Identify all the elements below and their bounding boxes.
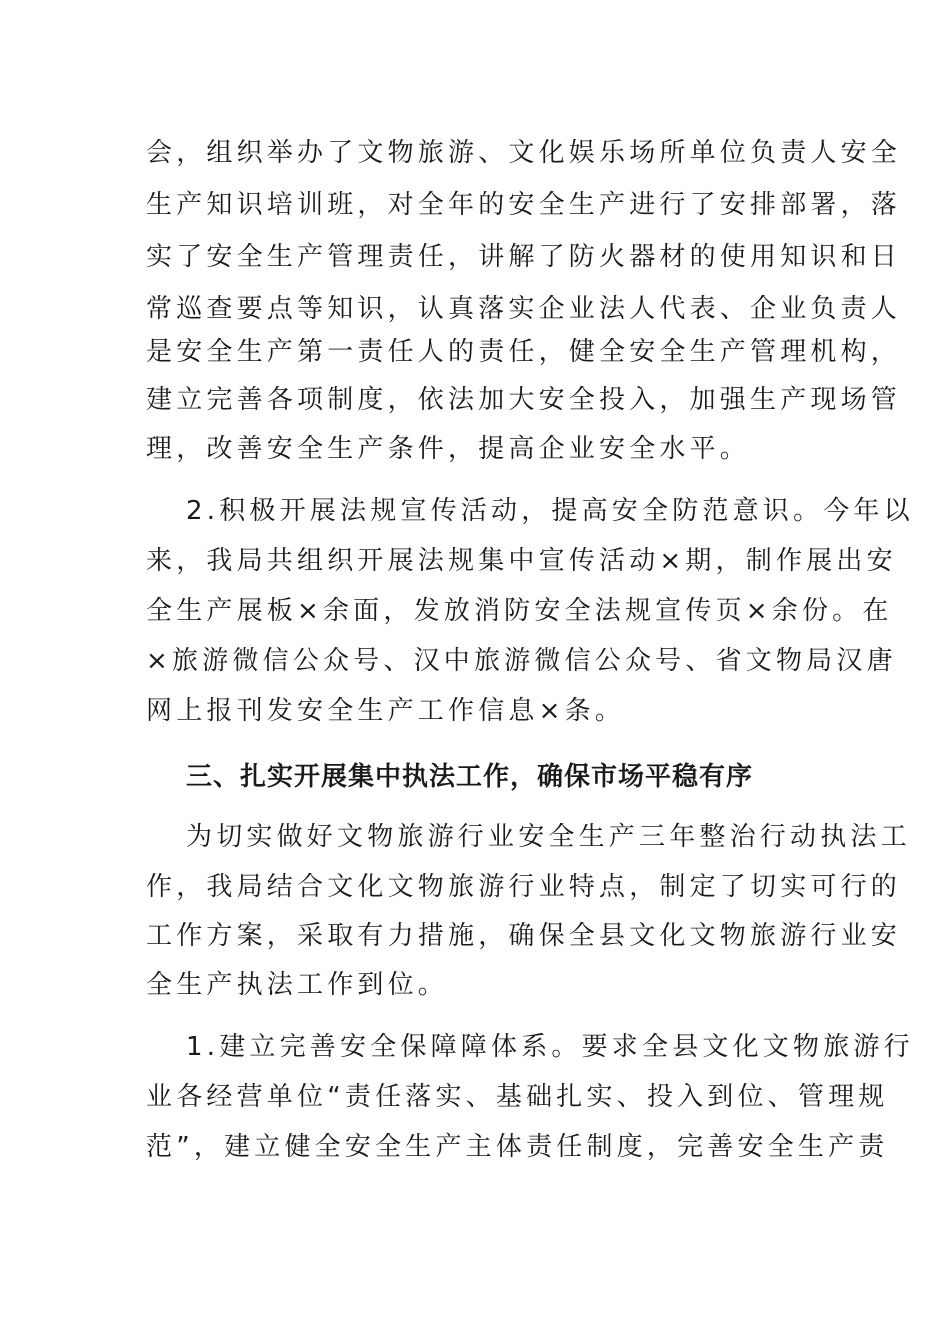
paragraph-line: 常巡查要点等知识，认真落实企业法人代表、企业负责人 [146,294,902,324]
section-heading: 三、扎实开展集中执法工作，确保市场平稳有序 [186,762,754,792]
paragraph-line: 生产知识培训班，对全年的安全生产进行了安排部署，落 [146,190,902,220]
paragraph-line: 2.积极开展法规宣传活动，提高安全防范意识。今年以 [186,496,914,526]
paragraph-line: 实了安全生产管理责任，讲解了防火器材的使用知识和日 [146,242,902,272]
paragraph-line: 全生产执法工作到位。 [146,970,449,1000]
paragraph-line: 为切实做好文物旅游行业安全生产三年整治行动执法工 [186,822,911,852]
paragraph-line: 来，我局共组织开展法规集中宣传活动×期，制作展出安 [146,546,897,576]
paragraph-line: ×旅游微信公众号、汉中旅游微信公众号、省文物局汉唐 [146,646,897,676]
paragraph-line: 工作方案，采取有力措施，确保全县文化文物旅游行业安 [146,921,902,951]
paragraph-line: 全生产展板×余面，发放消防安全法规宣传页×余份。在 [146,596,893,626]
paragraph-line: 网上报刊发安全生产工作信息×条。 [146,696,625,726]
paragraph-line: 理，改善安全生产条件，提高企业安全水平。 [146,434,751,464]
paragraph-line: 建立完善各项制度，依法加大安全投入，加强生产现场管 [146,385,902,415]
paragraph-line: 业各经营单位“责任落实、基础扎实、投入到位、管理规 [146,1082,889,1112]
paragraph-line: 1.建立完善安全保障障体系。要求全县文化文物旅游行 [186,1032,914,1062]
paragraph-line: 作，我局结合文化文物旅游行业特点，制定了切实可行的 [146,872,902,902]
paragraph-line: 范”，建立健全安全生产主体责任制度，完善安全生产责 [146,1132,889,1162]
paragraph-line: 会，组织举办了文物旅游、文化娱乐场所单位负责人安全 [146,138,902,168]
paragraph-line: 是安全生产第一责任人的责任，健全安全生产管理机构， [146,337,902,367]
